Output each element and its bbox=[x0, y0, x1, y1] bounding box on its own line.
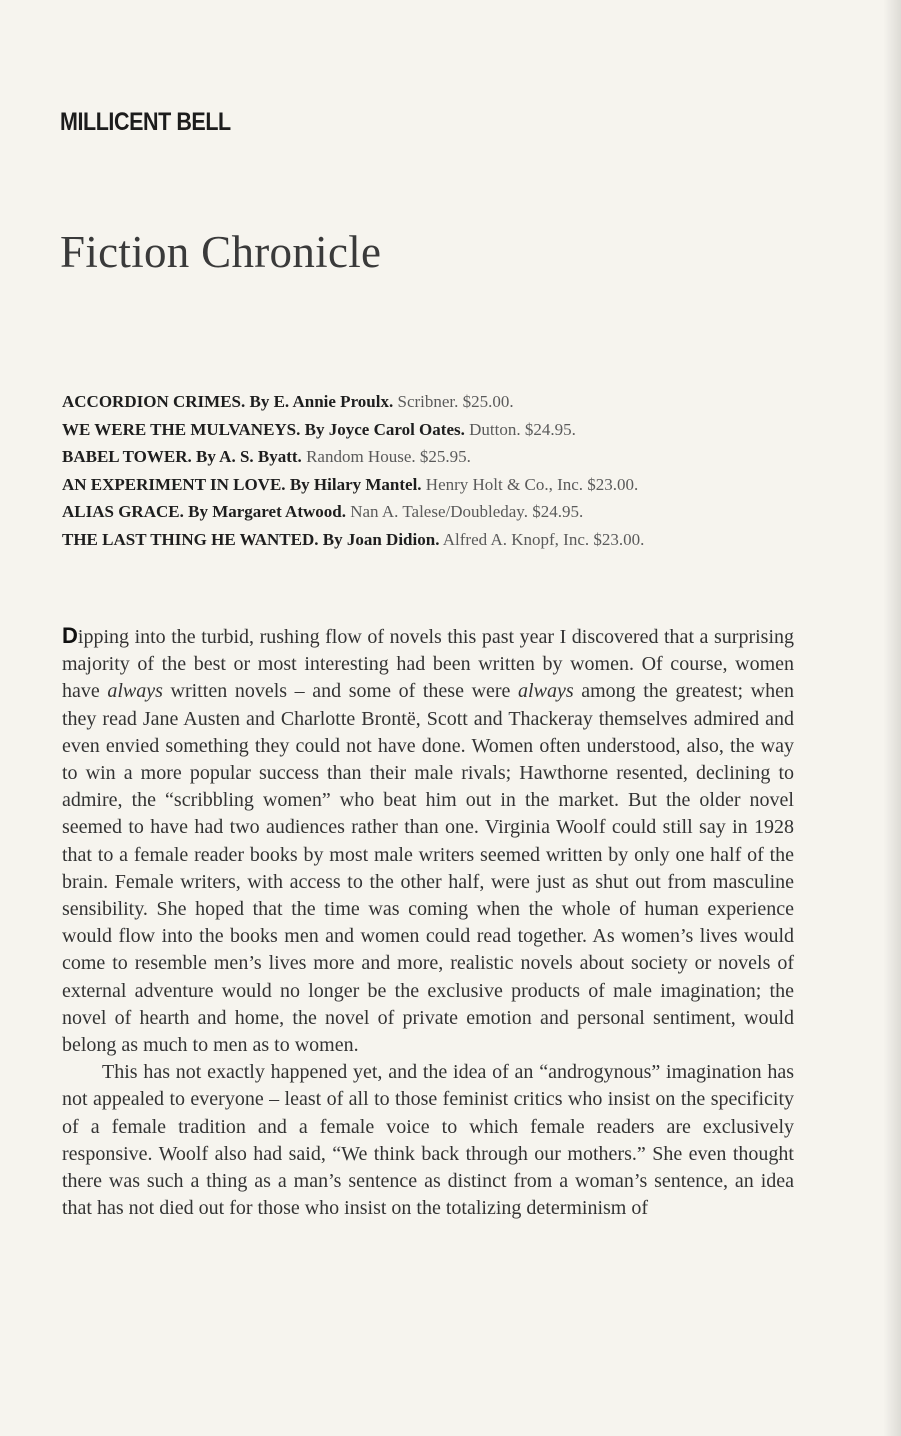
book-entry bbox=[62, 498, 842, 526]
book-publisher: Henry Holt & Co., Inc. $23.00. bbox=[425, 474, 639, 494]
books-reviewed-list bbox=[62, 388, 842, 553]
paragraph-text: among the greatest; when they read Jane Austen and Charlotte Brontë, Scott and Thackeray themselves admired and even envied something they could not have done. Women often understood, also, the way to win a more popular success than their male rivals; Hawthorne resented, declining to admire, the “scribbling women” who beat him out in the market. But the older novel seemed to have had two audiences rather than one. Virginia Woolf could still say in 1928 that to a female reader books by most male writers seemed written by only one half of the brain. Female writers, with access to the other half, were just as shut out from masculine sensibility. She hoped that the time was coming when the whole of human experience would flow into the books men and women could read together. As women’s lives would come to resemble men’s lives more and more, realistic novels about society or novels of external adventure would no longer be the exclusive products of male imagination; the novel of hearth and home, the novel of private emotion and personal sentiment, would belong as much to men as to women. bbox=[62, 680, 794, 1057]
emphasis-text: always bbox=[107, 680, 163, 703]
book-title: BABEL TOWER. bbox=[62, 447, 192, 466]
book-publisher: Nan A. Talese/Doubleday. $24.95. bbox=[350, 502, 584, 521]
author-name: MILLICENT BELL bbox=[60, 108, 231, 136]
article-title: Fiction Chronicle bbox=[60, 227, 382, 277]
book-author: By A. S. Byatt. bbox=[196, 447, 302, 466]
book-entry bbox=[62, 416, 842, 444]
book-title: THE LAST THING HE WANTED. bbox=[62, 529, 319, 549]
book-title: ALIAS GRACE. bbox=[62, 502, 184, 521]
paragraph-2: This has not exactly happened yet, and the idea of an “androgynous” imagination has not appealed to everyone – least of all to those feminist critics who insist on the specificity of a female tradition and a female voice to which female readers are exclusively responsive. Woolf also had said, “We think back through our mothers.” She even thought there was such a thing as a man’s sentence as distinct from a woman’s sentence, an idea that has not died out for those who insist on the totalizing determinism of bbox=[62, 1061, 794, 1220]
article-body bbox=[62, 622, 794, 1222]
book-publisher: Scribner. $25.00. bbox=[397, 392, 514, 411]
drop-cap: D bbox=[62, 623, 78, 648]
book-entry bbox=[62, 388, 842, 416]
page-edge-shadow bbox=[883, 0, 901, 1436]
emphasis-text: always bbox=[518, 680, 574, 703]
paragraph-1 bbox=[62, 622, 794, 1059]
paragraph-text: written novels – and some of these were bbox=[162, 680, 519, 703]
book-author: By Joyce Carol Oates. bbox=[304, 419, 465, 439]
book-title: ACCORDION CRIMES. bbox=[62, 392, 246, 411]
book-author: By Margaret Atwood. bbox=[188, 502, 346, 521]
book-publisher: Alfred A. Knopf, Inc. $23.00. bbox=[442, 529, 645, 549]
book-publisher: Random House. $25.95. bbox=[306, 447, 471, 466]
paragraph-text: ipping into the turbid, rushing flow of novels this past year I discovered that a surprising majority of the best or most interesting had been written by women. Of course, women have bbox=[62, 626, 794, 703]
book-entry bbox=[62, 443, 842, 471]
book-author: By E. Annie Proulx. bbox=[249, 392, 394, 411]
book-publisher: Dutton. $24.95. bbox=[469, 419, 576, 439]
book-entry bbox=[62, 526, 842, 554]
book-entry bbox=[62, 471, 842, 499]
book-title: AN EXPERIMENT IN LOVE. bbox=[62, 474, 286, 494]
book-title: WE WERE THE MULVANEYS. bbox=[62, 419, 301, 439]
book-author: By Hilary Mantel. bbox=[289, 474, 422, 494]
book-author: By Joan Didion. bbox=[322, 529, 440, 549]
